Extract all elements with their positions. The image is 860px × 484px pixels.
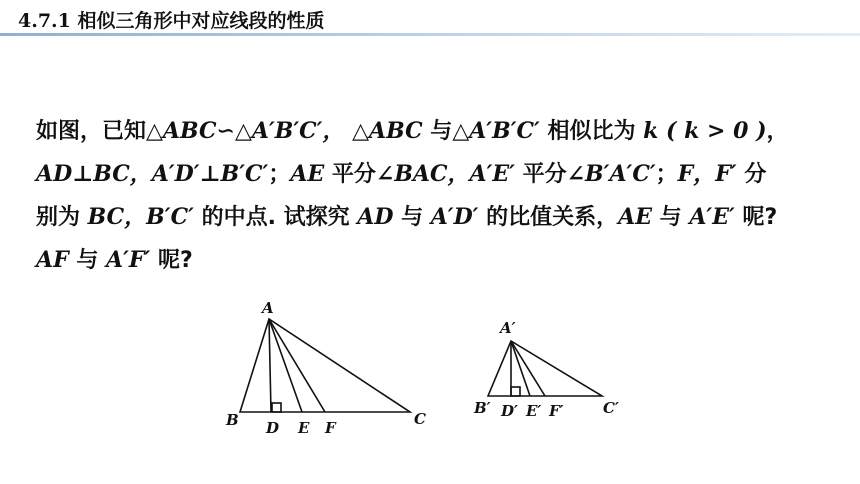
problem-text: 的比值关系，	[478, 205, 619, 230]
right-angle-mark-d-prime	[511, 387, 520, 396]
label-e: E	[298, 419, 310, 437]
altitude-ad	[269, 319, 271, 412]
problem-text: 呢?	[734, 205, 778, 230]
label-a-prime: A′	[500, 319, 516, 337]
problem-text: 呢?	[150, 248, 193, 273]
right-angle-mark-d	[272, 403, 281, 412]
math-expression: AD	[357, 204, 394, 230]
math-expression: △ABC	[352, 118, 423, 144]
math-expression: △ABC∽△A′B′C′，	[146, 118, 345, 144]
label-f-prime: F′	[549, 402, 564, 420]
problem-text: 别为	[36, 205, 88, 230]
problem-text: 与	[652, 205, 690, 230]
math-expression: k ( k > 0 )	[643, 118, 767, 144]
problem-text: 平分	[324, 162, 376, 187]
problem-text: 与	[68, 248, 107, 273]
math-expression: AE	[618, 204, 652, 230]
label-a: A	[262, 299, 274, 317]
math-expression: ∠B′A′C′	[566, 161, 656, 187]
label-d-prime: D′	[501, 402, 518, 420]
math-expression: AF	[36, 247, 69, 273]
triangle-abc-labels	[225, 299, 426, 437]
math-expression: A′F′	[106, 247, 151, 273]
problem-text: 的中点. 试探究	[193, 205, 358, 230]
label-d: D	[266, 419, 280, 437]
math-expression: BC，B′C′	[87, 204, 194, 230]
label-b-prime: B′	[474, 399, 491, 417]
problem-text: 与	[422, 119, 453, 144]
math-expression: A′D′	[430, 204, 479, 230]
triangle-a-prime-labels	[473, 319, 619, 420]
problem-text: ；	[655, 162, 678, 187]
problem-text: ，	[766, 119, 789, 144]
problem-text: 相似比为	[539, 119, 644, 144]
triangle-abc	[240, 319, 410, 412]
label-f: F	[325, 419, 336, 437]
triangle-a-prime-figure	[488, 341, 602, 396]
triangle-a-prime-b-prime-c-prime	[488, 341, 602, 396]
problem-text: 分	[736, 162, 767, 187]
label-c-prime: C′	[603, 399, 619, 417]
math-expression: AE	[290, 161, 325, 187]
triangle-abc-figure	[240, 319, 410, 412]
problem-text: 与	[393, 205, 431, 230]
math-expression: A′E′	[689, 204, 735, 230]
problem-text: 如图，已知	[36, 119, 147, 144]
math-expression: ∠BAC，A′E′	[375, 161, 515, 187]
math-expression: AD⊥BC，A′D′⊥B′C′	[36, 161, 269, 187]
math-expression: △A′B′C′	[452, 118, 540, 144]
problem-text: 平分	[514, 162, 567, 187]
label-e-prime: E′	[526, 402, 542, 420]
math-expression: F，F′	[677, 161, 737, 187]
problem-text: ；	[268, 162, 291, 187]
label-c: C	[414, 410, 426, 428]
section-title: 4.7.1 相似三角形中对应线段的性质	[18, 10, 325, 32]
label-b: B	[226, 411, 239, 429]
